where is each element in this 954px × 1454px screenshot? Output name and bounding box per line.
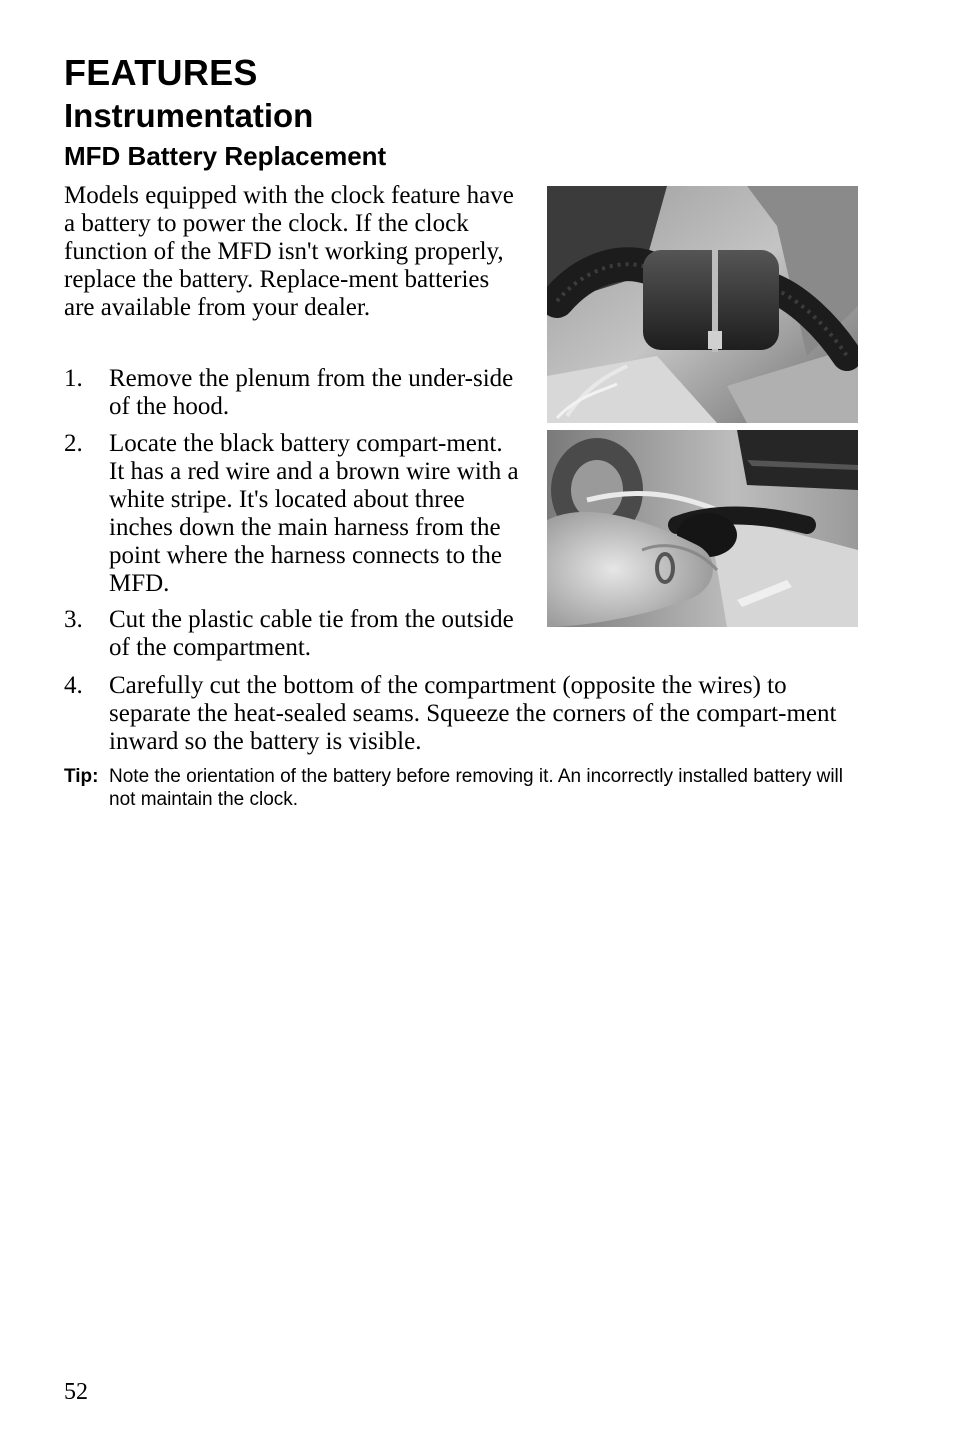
step-number: 3. xyxy=(64,606,83,633)
chapter-title: FEATURES xyxy=(64,52,258,93)
page-number: 52 xyxy=(64,1379,88,1405)
step-number: 1. xyxy=(64,365,83,392)
intro-paragraph: Models equipped with the clock feature have a battery to power the clock. If the clock function of the MFD isn't working properly, replace the battery. Replace-ment batteries are available from your dealer. xyxy=(64,182,514,321)
tip-text: Note the orientation of the battery before removing it. An incorrectly installed battery will not maintain the clock. xyxy=(109,766,843,810)
section-title: Instrumentation xyxy=(64,97,314,134)
step-1 xyxy=(64,365,524,421)
step-text: Carefully cut the bottom of the compartment (opposite the wires) to separate the heat-sealed seams. Squeeze the corners of the compart-ment inward so the battery is visible. xyxy=(109,672,837,755)
step-2 xyxy=(64,430,524,598)
step-text: Locate the black battery compart-ment. It has a red wire and a brown wire with a white stripe. It's located about three inches down the main harness from the point where the harness connects to the MFD. xyxy=(109,430,519,597)
step-text: Cut the plastic cable tie from the outside of the compartment. xyxy=(109,606,514,661)
step-text: Remove the plenum from the under-side of the hood. xyxy=(109,365,514,420)
tip-note xyxy=(64,765,864,811)
step-3 xyxy=(64,606,524,662)
tip-label: Tip: xyxy=(64,766,99,787)
hand-compartment-photo xyxy=(547,430,858,627)
subsection-title: MFD Battery Replacement xyxy=(64,141,387,171)
harness-photo xyxy=(547,186,858,423)
step-4 xyxy=(64,672,869,756)
step-number: 2. xyxy=(64,430,83,457)
step-number: 4. xyxy=(64,672,83,699)
